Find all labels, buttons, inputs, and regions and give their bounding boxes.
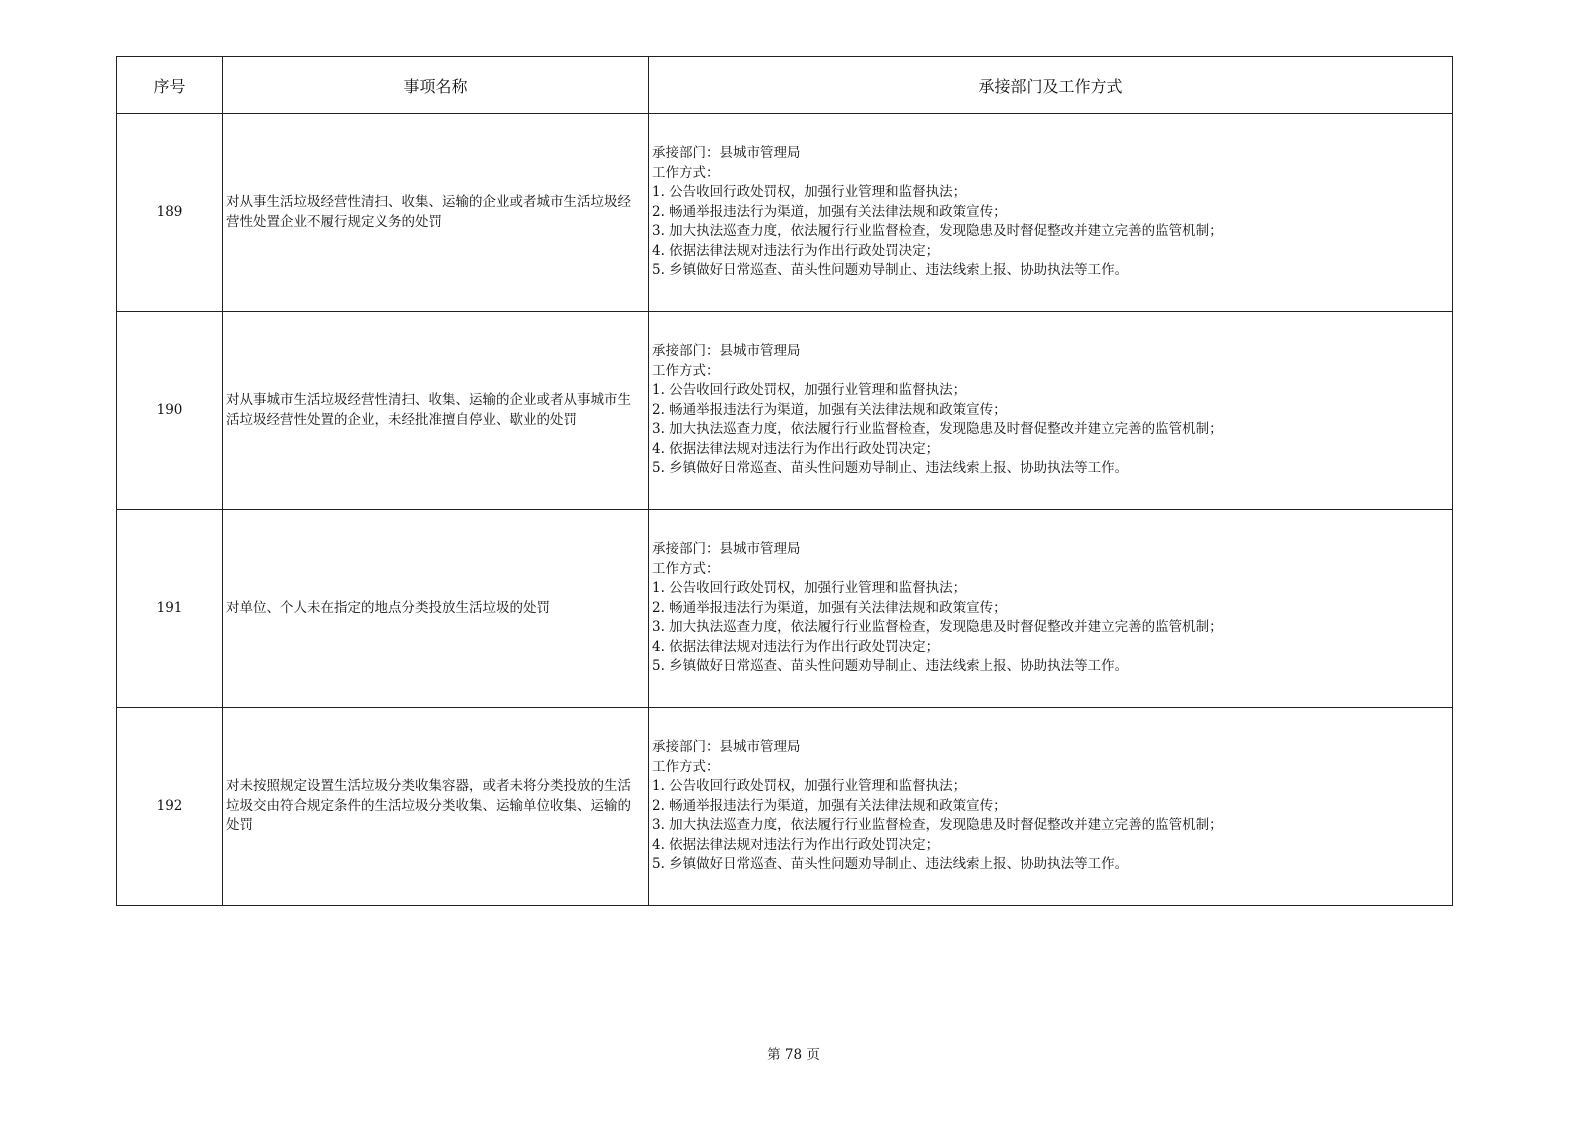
method-line: 工作方式： xyxy=(652,560,720,577)
method-line: 3. 加大执法巡查力度，依法履行行业监督检查，发现隐患及时督促整改并建立完善的监管机制； xyxy=(652,817,1223,834)
method-line: 1. 公告收回行政处罚权，加强行业管理和监督执法； xyxy=(652,382,967,399)
table-row xyxy=(117,510,1453,708)
header-department-and-method: 承接部门及工作方式 xyxy=(649,57,1453,114)
matter-name: 对单位、个人未在指定的地点分类投放生活垃圾的处罚 xyxy=(223,510,649,708)
serial-number: 191 xyxy=(117,510,223,708)
method-line: 1. 公告收回行政处罚权，加强行业管理和监督执法； xyxy=(652,184,967,201)
table-row xyxy=(117,114,1453,312)
method-line: 3. 加大执法巡查力度，依法履行行业监督检查，发现隐患及时督促整改并建立完善的监管机制； xyxy=(652,223,1223,240)
header-serial-number: 序号 xyxy=(117,57,223,114)
department-and-method xyxy=(649,114,1453,312)
method-line: 工作方式： xyxy=(652,362,720,379)
header-row xyxy=(117,57,1453,114)
department-and-method xyxy=(649,708,1453,906)
method-line: 承接部门：县城市管理局 xyxy=(652,541,801,558)
method-line: 5. 乡镇做好日常巡查、苗头性问题劝导制止、违法线索上报、协助执法等工作。 xyxy=(652,262,1129,279)
method-line: 2. 畅通举报违法行为渠道，加强有关法律法规和政策宣传； xyxy=(652,797,1007,814)
department-and-method xyxy=(649,312,1453,510)
method-line: 工作方式： xyxy=(652,164,720,181)
method-line: 5. 乡镇做好日常巡查、苗头性问题劝导制止、违法线索上报、协助执法等工作。 xyxy=(652,460,1129,477)
method-line: 承接部门：县城市管理局 xyxy=(652,145,801,162)
matter-name: 对从事生活垃圾经营性清扫、收集、运输的企业或者城市生活垃圾经营性处置企业不履行规定义务的处罚 xyxy=(223,114,649,312)
matter-name: 对未按照规定设置生活垃圾分类收集容器，或者未将分类投放的生活垃圾交由符合规定条件的生活垃圾分类收集、运输单位收集、运输的处罚 xyxy=(223,708,649,906)
method-line: 工作方式： xyxy=(652,758,720,775)
table-row xyxy=(117,708,1453,906)
matters-table xyxy=(116,56,1453,906)
method-line: 2. 畅通举报违法行为渠道，加强有关法律法规和政策宣传； xyxy=(652,599,1007,616)
matter-name: 对从事城市生活垃圾经营性清扫、收集、运输的企业或者从事城市生活垃圾经营性处置的企业，未经批准擅自停业、歇业的处罚 xyxy=(223,312,649,510)
method-line: 2. 畅通举报违法行为渠道，加强有关法律法规和政策宣传； xyxy=(652,203,1007,220)
header-matter-name: 事项名称 xyxy=(223,57,649,114)
method-line: 3. 加大执法巡查力度，依法履行行业监督检查，发现隐患及时督促整改并建立完善的监管机制； xyxy=(652,619,1223,636)
method-line: 2. 畅通举报违法行为渠道，加强有关法律法规和政策宣传； xyxy=(652,401,1007,418)
serial-number: 190 xyxy=(117,312,223,510)
method-line: 4. 依据法律法规对违法行为作出行政处罚决定； xyxy=(652,440,940,457)
table-row xyxy=(117,312,1453,510)
method-line: 1. 公告收回行政处罚权，加强行业管理和监督执法； xyxy=(652,580,967,597)
method-line: 4. 依据法律法规对违法行为作出行政处罚决定； xyxy=(652,836,940,853)
method-line: 5. 乡镇做好日常巡查、苗头性问题劝导制止、违法线索上报、协助执法等工作。 xyxy=(652,856,1129,873)
department-and-method xyxy=(649,510,1453,708)
method-line: 承接部门：县城市管理局 xyxy=(652,343,801,360)
method-line: 5. 乡镇做好日常巡查、苗头性问题劝导制止、违法线索上报、协助执法等工作。 xyxy=(652,658,1129,675)
method-line: 4. 依据法律法规对违法行为作出行政处罚决定； xyxy=(652,638,940,655)
page-number: 第 78 页 xyxy=(767,1047,820,1063)
method-line: 1. 公告收回行政处罚权，加强行业管理和监督执法； xyxy=(652,778,967,795)
method-line: 4. 依据法律法规对违法行为作出行政处罚决定； xyxy=(652,242,940,259)
serial-number: 192 xyxy=(117,708,223,906)
method-line: 3. 加大执法巡查力度，依法履行行业监督检查，发现隐患及时督促整改并建立完善的监管机制； xyxy=(652,421,1223,438)
serial-number: 189 xyxy=(117,114,223,312)
method-line: 承接部门：县城市管理局 xyxy=(652,739,801,756)
